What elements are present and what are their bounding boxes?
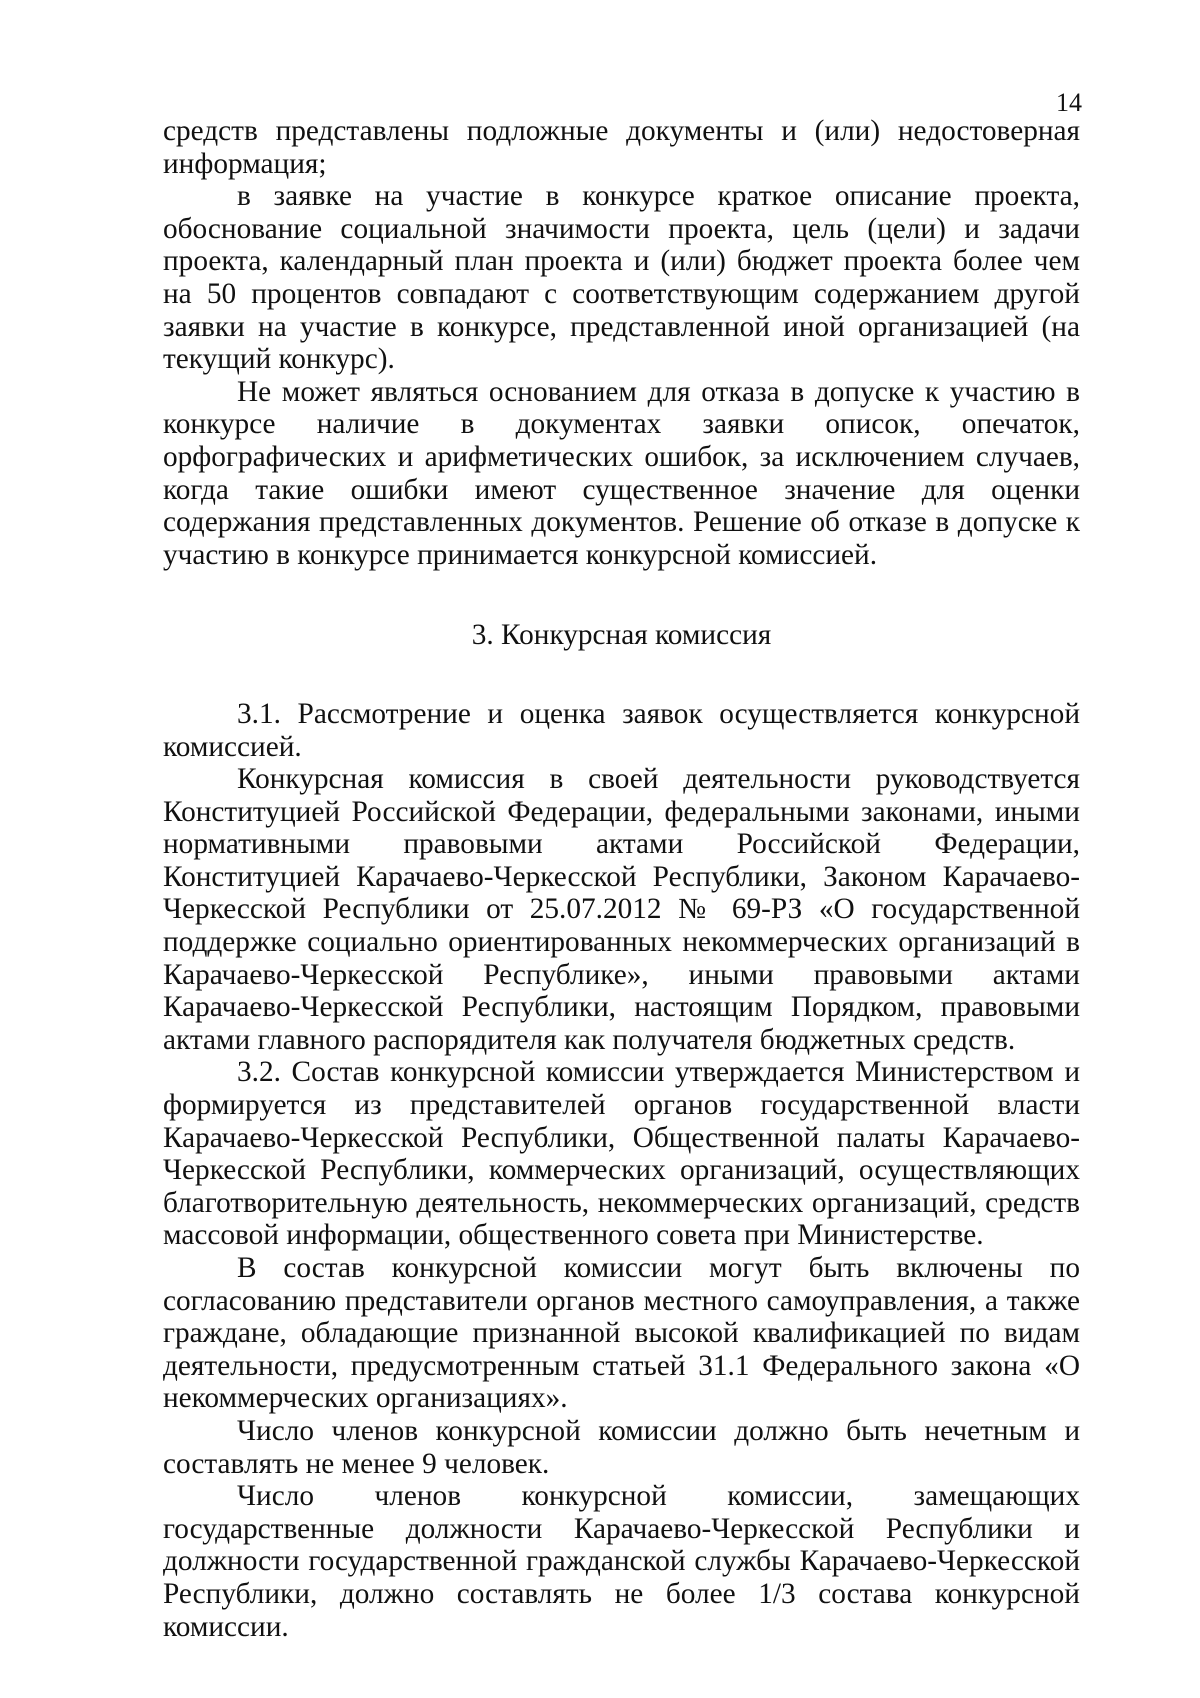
section-title: 3. Конкурсная комиссия (471, 619, 772, 652)
paragraph-member-count: Число членов конкурсной комиссии должно быть нечетным и составлять не менее 9 человек. (163, 1414, 1080, 1480)
page-number: 14 (1056, 88, 1082, 117)
paragraph-duplicate-application: в заявке на участие в конкурсе краткое описание проекта, обоснование социальной значимости проекта, цель (цели) и задачи проекта, календарный план проекта и (или) бюджет проекта более чем на 50 процентов совпадают с соответствующим содержанием другой заявки на участие в конкурсе, представленной иной организацией (на текущий конкурс). (163, 180, 1080, 376)
paragraph-commission-guidelines: Конкурсная комиссия в своей деятельности руководствуется Конституцией Российской Федерации, федеральными законами, иными нормативными правовыми актами Российской Федерации, Конституцией Карачаево-Черкесской Республики, Законом Карачаево-Черкесской Республики от 25.07.2012 № 69-РЗ «О государственной поддержке социально ориентированных некоммерческих организаций в Карачаево-Черкесской Республике», иными правовыми актами Карачаево-Черкесской Республики, настоящим Порядком, правовыми актами главного распорядителя как получателя бюджетных средств. (163, 763, 1080, 1056)
paragraph-commission-members-agreement: В состав конкурсной комиссии могут быть включены по согласованию представители органов местного самоуправления, а также граждане, обладающие признанной высокой квалификацией по видам деятельности, предусмотренным статьей 31.1 Федерального закона «О некоммерческих организациях». (163, 1252, 1080, 1415)
paragraph-3-2: 3.2. Состав конкурсной комиссии утверждается Министерством и формируется из представителей органов государственной власти Карачаево-Черкесской Республики, Общественной палаты Карачаево-Черкесской Республики, коммерческих организаций, осуществляющих благотворительную деятельность, некоммерческих организаций, средств массовой информации, общественного совета при Министерстве. (163, 1056, 1080, 1252)
paragraph-typos-not-grounds: Не может являться основанием для отказа в допуске к участию в конкурсе наличие в документах заявки описок, опечаток, орфографических и арифметических ошибок, за исключением случаев, когда такие ошибки имеют существенное значение для оценки содержания представленных документов. Решение об отказе в допуске к участию в конкурсе принимается конкурсной комиссией. (163, 375, 1080, 571)
paragraph-continuation: средств представлены подложные документы и (или) недостоверная информация; (163, 115, 1080, 180)
paragraph-3-1: 3.1. Рассмотрение и оценка заявок осуществляется конкурсной комиссией. (163, 697, 1080, 763)
paragraph-state-officials-share: Число членов конкурсной комиссии, замещающих государственные должности Карачаево-Черкесской Республики и должности государственной гражданской службы Карачаево-Черкесской Республики, должно составлять не более 1/3 состава конкурсной комиссии. (163, 1480, 1080, 1643)
document-body (163, 115, 1080, 1643)
